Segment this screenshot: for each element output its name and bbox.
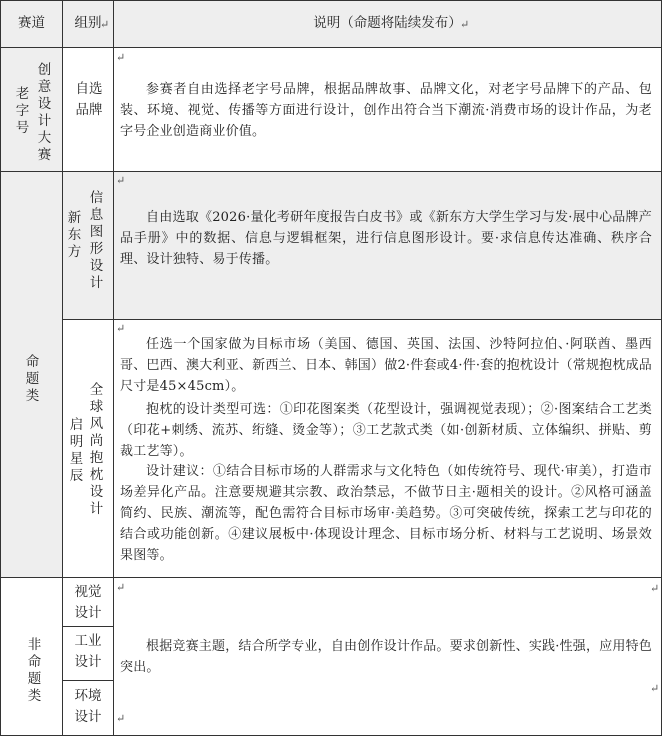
table-border-top bbox=[0, 0, 662, 1]
desc-xinxi: 自由选取《2026·量化考研年度报告白皮书》或《新东方大学生学习与发·展中心品牌产品手册》中的数据、信息与逻辑框架，进行信息图形设计。要·求信息传达准确、秩序合理、设计独特、易于传播。 bbox=[120, 210, 652, 267]
track-laozihao-label: 老字号 bbox=[15, 86, 30, 136]
track-proposition-label: 命题类 bbox=[25, 354, 40, 404]
desc-pillow-3: 设计建议：①结合目标市场的人群需求与文化特色（如传统符号、现代·审美），打造市场差异化产品。注意要规避其宗教、政治禁忌，不做节日主·题相关的设计。②风格可涵盖简约、民族、潮流等，配色需符合目标市场审·美趋势。③可突破传统，探索工艺与印花的结合或功能创新。④建议展板中·体现设计理念、目标市场分析、材料与工艺说明、场景效果图等。 bbox=[120, 464, 652, 563]
header-group: 组别 bbox=[74, 15, 102, 31]
track-nonprop-label: 非命题类 bbox=[27, 637, 42, 704]
group-shijue-label: 视觉设计 bbox=[74, 584, 102, 621]
paragraph-mark: ↵ bbox=[116, 174, 126, 187]
desc-pillow-1: 任选一个国家做为目标市场（美国、德国、英国、法国、沙特阿拉伯、·阿联酋、墨西哥、巴西、澳大利亚、新西兰、日本、韩国）做2·件套或4·件·套的抱枕设计（常规抱枕成品尺寸是45×45cm）。 bbox=[120, 337, 652, 394]
desc-nonprop: 根据竞赛主题，结合所学专业，自由创作设计作品。要求创新性、实践·性强，应用特色突出。 bbox=[120, 639, 652, 675]
table-border-left bbox=[0, 0, 1, 736]
group-huanjing-label: 环境设计 bbox=[74, 688, 102, 725]
desc-pillow-2: 抱枕的设计类型可选：①印花图案类（花型设计，强调视觉表现）；②·图案结合工艺类（印花+刺绣、流苏、绗缝、烫金等）；③工艺款式类（如·创新材质、立体编织、拼贴、剪裁工艺等）。 bbox=[120, 402, 652, 459]
paragraph-mark: ↵ bbox=[100, 18, 110, 31]
paragraph-mark: ↵ bbox=[116, 712, 126, 725]
paragraph-mark: ↵ bbox=[460, 18, 470, 31]
header-description: 说明（命题将陆续发布） bbox=[313, 15, 462, 31]
paragraph-mark: ↵ bbox=[116, 581, 126, 594]
paragraph-mark: ↵ bbox=[116, 322, 126, 335]
divider bbox=[0, 577, 662, 578]
group-gongye-label: 工业设计 bbox=[74, 633, 102, 670]
divider bbox=[0, 171, 662, 172]
divider bbox=[62, 0, 63, 736]
divider bbox=[0, 47, 662, 48]
divider bbox=[113, 0, 114, 736]
group-xdf-label: 新东方 bbox=[67, 210, 82, 260]
divider bbox=[62, 680, 113, 681]
header-track: 赛道 bbox=[18, 15, 45, 31]
group-zixuan-label: 自选品牌 bbox=[75, 81, 103, 118]
paragraph-mark: ↵ bbox=[650, 582, 660, 595]
divider bbox=[62, 626, 113, 627]
track-creative-label: 创意设计大赛 bbox=[37, 62, 52, 163]
paragraph-mark: ↵ bbox=[650, 682, 660, 695]
group-xinxi-label: 信息图形设计 bbox=[89, 190, 104, 291]
paragraph-mark: ↵ bbox=[116, 51, 126, 64]
divider bbox=[62, 319, 662, 320]
table-border-bottom bbox=[0, 735, 662, 736]
group-qiming-label: 启明星辰 bbox=[69, 417, 84, 484]
group-quanqiu-label: 全球风尚抱枕设计 bbox=[89, 382, 104, 517]
desc-zixuan: 参赛者自由选择老字号品牌，根据品牌故事、品牌文化，对老字号品牌下的产品、包装、环境、视觉、传播等方面进行设计，创作出符合当下潮流·消费市场的设计作品，为老字号企业创造商业价值。 bbox=[120, 82, 652, 139]
